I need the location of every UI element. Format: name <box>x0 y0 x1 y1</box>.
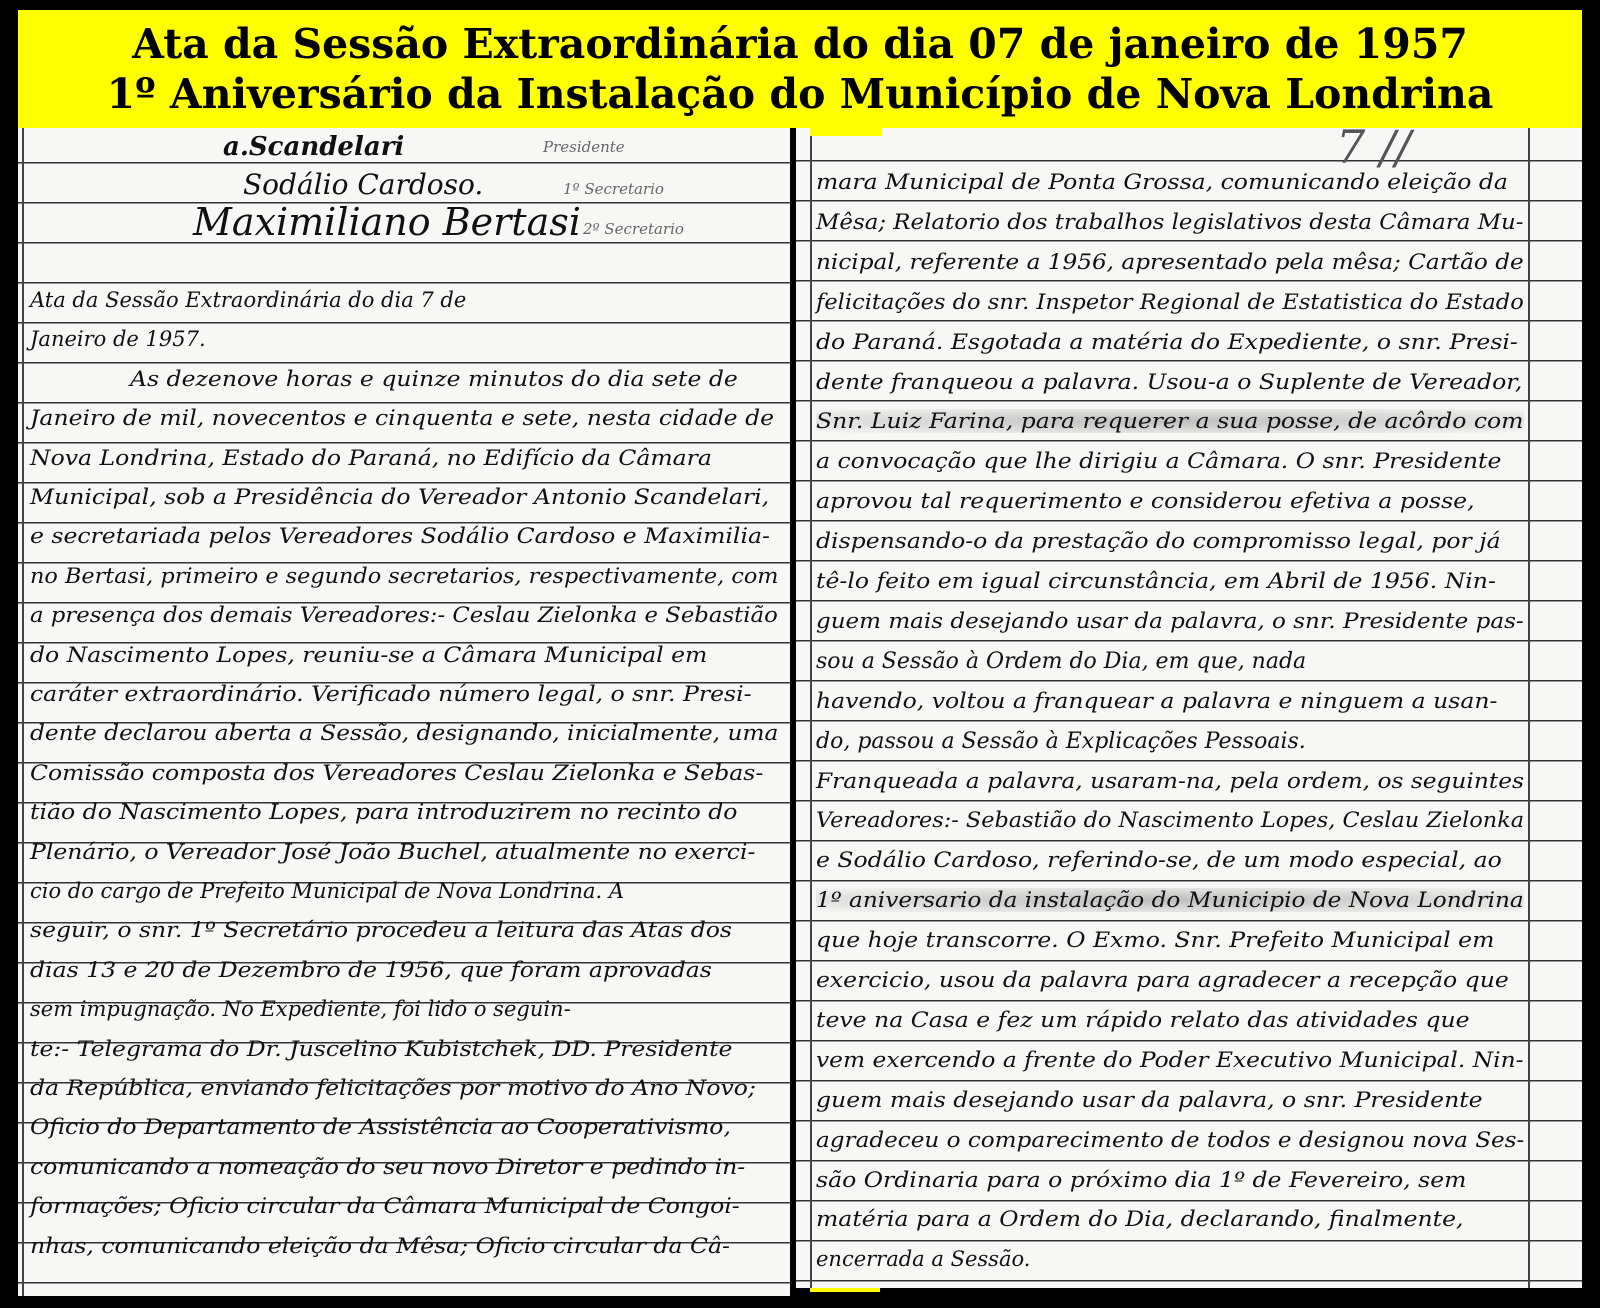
text-line: Mêsa; Relatorio dos trabalhos legislativos desta Câmara Mu- <box>816 209 1524 234</box>
margin-line <box>1528 128 1530 1288</box>
margin-line <box>22 128 24 1296</box>
text-line: são Ordinaria para o próximo dia 1º de Fevereiro, sem <box>816 1167 1467 1192</box>
text-line: tê-lo feito em igual circunstância, em Abril de 1956. Nin- <box>816 569 1496 593</box>
text-line: nicipal, referente a 1956, apresentado pela mêsa; Cartão de <box>816 249 1524 274</box>
text-line: aprovou tal requerimento e considerou efetiva a posse, <box>816 489 1475 514</box>
text-line: As dezenove horas e quinze minutos do dia sete de <box>130 366 738 391</box>
text-line: cio do cargo de Prefeito Municipal de Nova Londrina. A <box>30 879 625 903</box>
signature-president: a.Scandelari <box>223 132 405 162</box>
text-line: sem impugnação. No Expediente, foi lido o seguin- <box>30 997 571 1022</box>
text-line: formações; Oficio circular da Câmara Municipal de Congoi- <box>30 1194 740 1219</box>
text-line: guem mais desejando usar da palavra, o snr. Presidente pas- <box>816 608 1524 633</box>
text-line: Municipal, sob a Presidência do Vereador Antonio Scandelari, <box>30 485 770 509</box>
text-line: comunicando a nomeação do seu novo Diretor e pedindo in- <box>30 1154 746 1179</box>
signature-second-secretary: Maximiliano Bertasi <box>193 200 581 244</box>
text-line: a convocação que lhe dirigiu a Câmara. O snr. Presidente <box>816 449 1502 474</box>
text-line: havendo, voltou a franquear a palavra e ninguem a usan- <box>816 688 1498 713</box>
yellow-tab <box>810 128 882 136</box>
text-line: a presença dos demais Vereadores:- Ceslau Zielonka e Sebastião <box>30 603 778 628</box>
text-line: dias 13 e 20 de Dezembro de 1956, que foram aprovadas <box>30 957 712 982</box>
left-page <box>18 128 790 1296</box>
margin-line <box>810 128 812 1288</box>
text-line: te:- Telegrama do Dr. Juscelino Kubistchek, DD. Presidente <box>30 1036 733 1061</box>
title-line-2: 1º Aniversário da Instalação do Município de Nova Londrina <box>106 70 1494 118</box>
text-line: do, passou a Sessão à Explicações Pessoais. <box>816 728 1306 754</box>
text-line: Plenário, o Vereador José João Buchel, atualmente no exerci- <box>30 839 756 864</box>
text-line: da República, enviando felicitações por motivo do Ano Novo; <box>30 1076 756 1100</box>
text-line: e secretariada pelos Vereadores Sodálio Cardoso e Maximilia- <box>30 524 770 549</box>
text-line: Janeiro de mil, novecentos e cinquenta e sete, nesta cidade de <box>30 406 775 431</box>
text-line: caráter extraordinário. Verificado número legal, o snr. Presi- <box>30 682 752 706</box>
title-line-1: Ata da Sessão Extraordinária do dia 07 de janeiro de 1957 <box>132 20 1468 68</box>
text-line: Janeiro de 1957. <box>30 327 206 352</box>
text-line: 1º aniversario da instalação do Municipio de Nova Londrina <box>816 888 1524 913</box>
text-line: matéria para a Ordem do Dia, declarando, finalmente, <box>816 1207 1464 1232</box>
text-line: sou a Sessão à Ordem do Dia, em que, nada <box>816 648 1307 674</box>
right-page <box>796 120 1582 1288</box>
signature-role: Presidente <box>543 138 625 156</box>
text-line: do Nascimento Lopes, reuniu-se a Câmara Municipal em <box>30 642 708 667</box>
text-line: tião do Nascimento Lopes, para introduzirem no recinto do <box>30 800 738 825</box>
text-line: que hoje transcorre. O Exmo. Snr. Prefeito Municipal em <box>816 928 1495 953</box>
text-line: Nova Londrina, Estado do Paraná, no Edifício da Câmara <box>30 445 712 470</box>
signature-role: 2º Secretario <box>583 220 684 238</box>
text-line: encerrada a Sessão. <box>816 1247 1031 1272</box>
text-line: Ata da Sessão Extraordinária do dia 7 de <box>30 288 467 312</box>
text-line: Franqueada a palavra, usaram-na, pela ordem, os seguintes <box>816 768 1524 793</box>
text-line: Oficio do Departamento de Assistência ao Cooperativismo, <box>30 1115 731 1140</box>
text-line: dente declarou aberta a Sessão, designando, inicialmente, uma <box>30 721 779 746</box>
text-line: seguir, o snr. 1º Secretário procedeu a leitura das Atas dos <box>30 918 732 943</box>
text-line: no Bertasi, primeiro e segundo secretarios, respectivamente, com <box>30 563 779 588</box>
text-line: Vereadores:- Sebastião do Nascimento Lopes, Ceslau Zielonka <box>816 808 1525 833</box>
text-line: exercicio, usou da palavra para agradecer a recepção que <box>816 968 1509 992</box>
text-line: Snr. Luiz Farina, para requerer a sua posse, de acôrdo com <box>816 409 1524 434</box>
text-line: agradeceu o comparecimento de todos e designou nova Ses- <box>816 1127 1525 1152</box>
text-line: mara Municipal de Ponta Grossa, comunicando eleição da <box>816 170 1508 194</box>
text-line: felicitações do snr. Inspetor Regional de Estatistica do Estado <box>816 289 1524 314</box>
text-line: teve na Casa e fez um rápido relato das atividades que <box>816 1007 1470 1032</box>
signature-role: 1º Secretario <box>563 180 664 198</box>
text-line: vem exercendo a frente do Poder Executivo Municipal. Nin- <box>816 1047 1524 1072</box>
text-line: dispensando-o da prestação do compromisso legal, por já <box>816 529 1501 554</box>
page-annotation: 7 // <box>1336 120 1411 174</box>
yellow-tab <box>810 1288 880 1292</box>
title-banner <box>18 10 1582 128</box>
text-line: Comissão composta dos Vereadores Ceslau Zielonka e Sebas- <box>30 760 764 785</box>
signature-first-secretary: Sodálio Cardoso. <box>243 168 484 201</box>
text-line: do Paraná. Esgotada a matéria do Expediente, o snr. Presi- <box>816 329 1518 354</box>
text-line: e Sodálio Cardoso, referindo-se, de um modo especial, ao <box>816 848 1502 873</box>
text-line: nhas, comunicando eleição da Mêsa; Oficio circular da Câ- <box>30 1233 730 1258</box>
text-line: dente franqueou a palavra. Usou-a o Suplente de Vereador, <box>816 369 1523 394</box>
text-line: guem mais desejando usar da palavra, o snr. Presidente <box>816 1087 1483 1112</box>
